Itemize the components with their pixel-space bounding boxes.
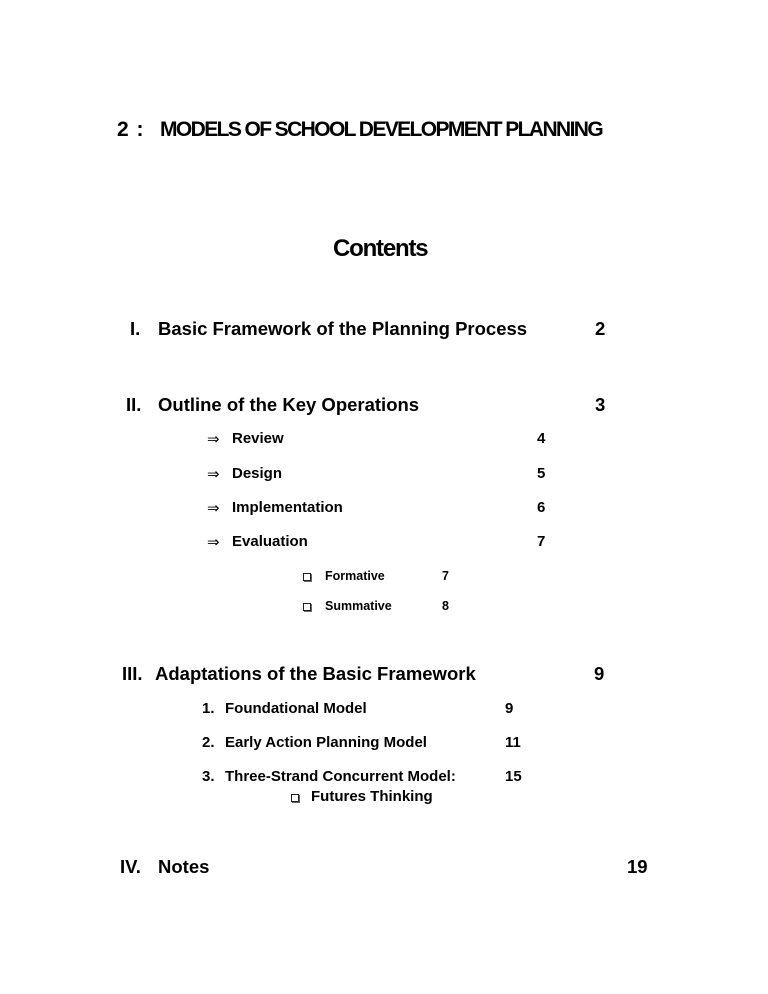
page-number: 5 bbox=[537, 465, 546, 482]
double-arrow-icon: ⇒ bbox=[207, 534, 220, 551]
page-number: 2 bbox=[595, 318, 606, 339]
entry-title: Formative bbox=[325, 569, 385, 583]
section-title: Notes bbox=[158, 856, 210, 877]
entry-title: Design bbox=[232, 465, 283, 482]
section-numeral: IV. bbox=[120, 856, 141, 877]
entry-title: Futures Thinking bbox=[311, 788, 433, 805]
page-number: 9 bbox=[505, 700, 514, 717]
section-title: Basic Framework of the Planning Process bbox=[158, 318, 528, 339]
page-number: 8 bbox=[442, 599, 449, 613]
checkbox-bullet-icon bbox=[291, 794, 299, 802]
entry-title: Evaluation bbox=[232, 533, 308, 550]
double-arrow-icon: ⇒ bbox=[207, 431, 220, 448]
section-numeral: II. bbox=[126, 394, 142, 415]
section-numeral: III. bbox=[122, 663, 143, 684]
entry-title: Review bbox=[232, 430, 284, 447]
page-number: 3 bbox=[595, 394, 606, 415]
page-number: 4 bbox=[537, 430, 546, 447]
entry-title: Implementation bbox=[232, 499, 343, 516]
entry-number: 3. bbox=[202, 768, 215, 785]
page-number: 7 bbox=[537, 533, 546, 550]
page-number: 7 bbox=[442, 569, 449, 583]
page-number: 6 bbox=[537, 499, 546, 516]
page-number: 19 bbox=[627, 856, 648, 877]
section-title: Adaptations of the Basic Framework bbox=[155, 663, 476, 684]
page-number: 11 bbox=[505, 734, 521, 751]
checkbox-bullet-icon bbox=[303, 603, 311, 611]
section-title: Outline of the Key Operations bbox=[158, 394, 420, 415]
checkbox-bullet-icon bbox=[303, 573, 311, 581]
chapter-number: 2 : bbox=[117, 118, 145, 141]
contents-heading: Contents bbox=[333, 235, 428, 262]
entry-title: Three-Strand Concurrent Model: bbox=[225, 768, 456, 785]
section-numeral: I. bbox=[130, 318, 141, 339]
page-number: 15 bbox=[505, 768, 522, 785]
entry-title: Summative bbox=[325, 599, 392, 613]
double-arrow-icon: ⇒ bbox=[207, 500, 220, 517]
double-arrow-icon: ⇒ bbox=[207, 466, 220, 483]
entry-title: Foundational Model bbox=[225, 700, 367, 717]
entry-title: Early Action Planning Model bbox=[225, 734, 427, 751]
entry-number: 1. bbox=[202, 700, 215, 717]
chapter-title: MODELS OF SCHOOL DEVELOPMENT PLANNING bbox=[160, 118, 603, 141]
entry-number: 2. bbox=[202, 734, 215, 751]
page-number: 9 bbox=[594, 663, 605, 684]
